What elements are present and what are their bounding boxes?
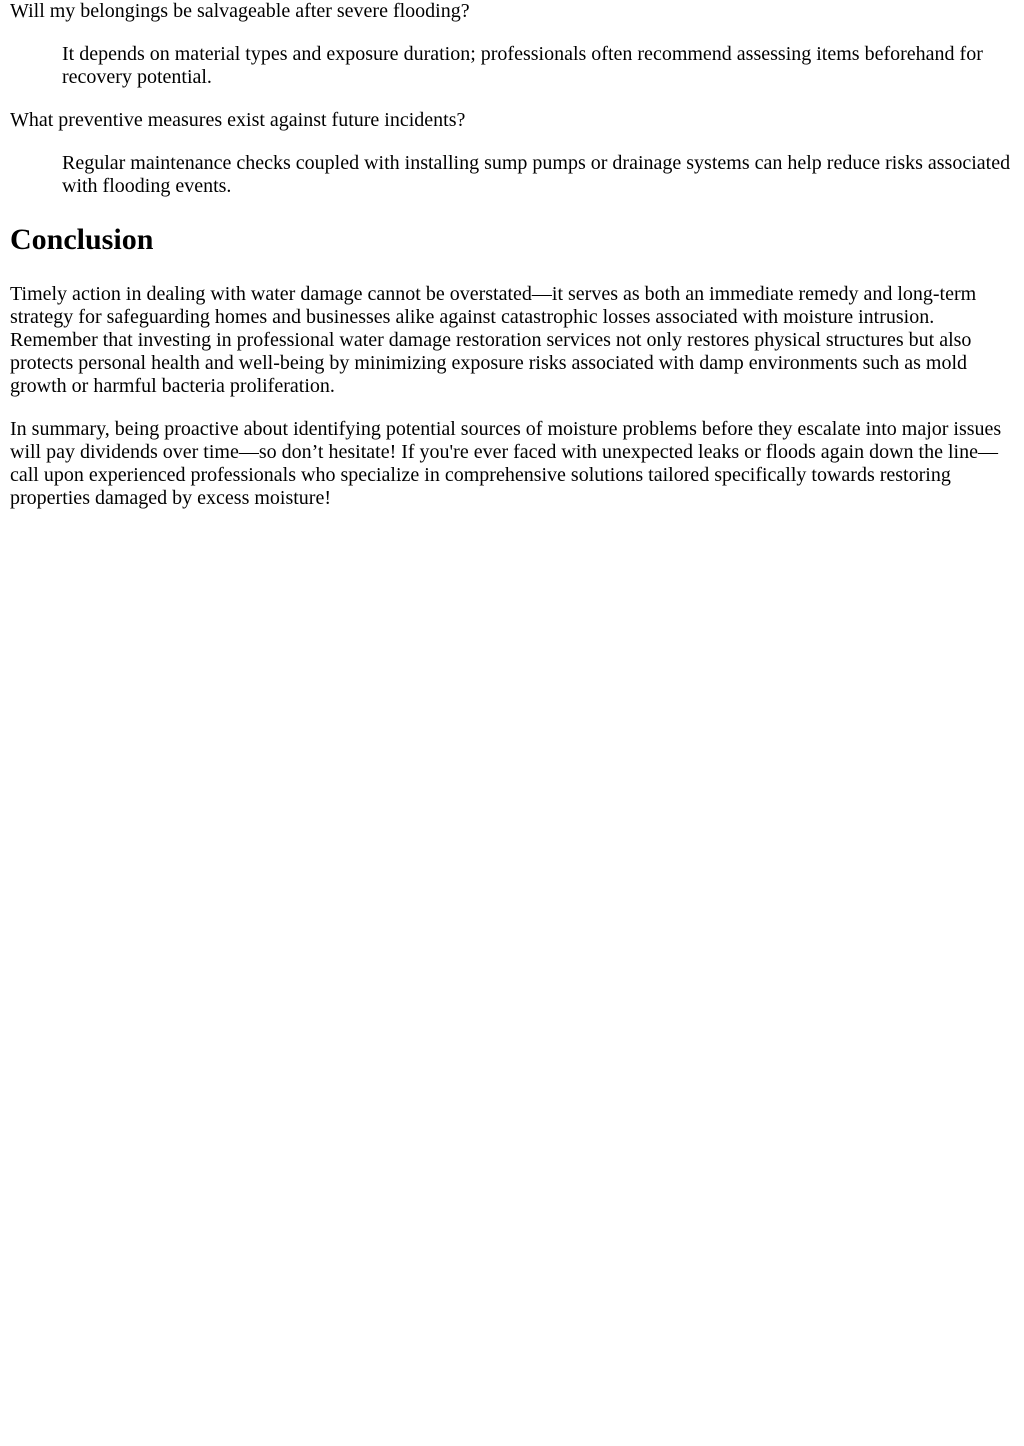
- conclusion-paragraph: Timely action in dealing with water damage cannot be overstated—it serves as both an immediate remedy and long-term strategy for safeguarding homes and businesses alike against catastrophic losses associated with moisture intrusion. Remember that investing in professional water damage restoration services not only restores physical structures but also protects personal health and well-being by minimizing exposure risks associated with damp environments such as mold growth or harmful bacteria proliferation.: [10, 283, 977, 397]
- conclusion-heading: Conclusion: [10, 223, 154, 256]
- faq-list: [10, 0, 1012, 198]
- faq-question: Will my belongings be salvageable after severe flooding?: [10, 0, 470, 22]
- faq-answer: It depends on material types and exposure duration; professionals often recommend assessing items beforehand for recovery potential.: [62, 43, 983, 88]
- faq-question: What preventive measures exist against future incidents?: [10, 109, 466, 131]
- conclusion-paragraph: In summary, being proactive about identifying potential sources of moisture problems before they escalate into major issues will pay dividends over time—so don’t hesitate! If you're ever faced with unexpected leaks or floods again down the line—call upon experienced professionals who specialize in comprehensive solutions tailored specifically towards restoring properties damaged by excess moisture!: [10, 418, 1002, 509]
- faq-answer: Regular maintenance checks coupled with installing sump pumps or drainage systems can help reduce risks associated with flooding events.: [62, 152, 1011, 197]
- document-page: [0, 0, 1024, 510]
